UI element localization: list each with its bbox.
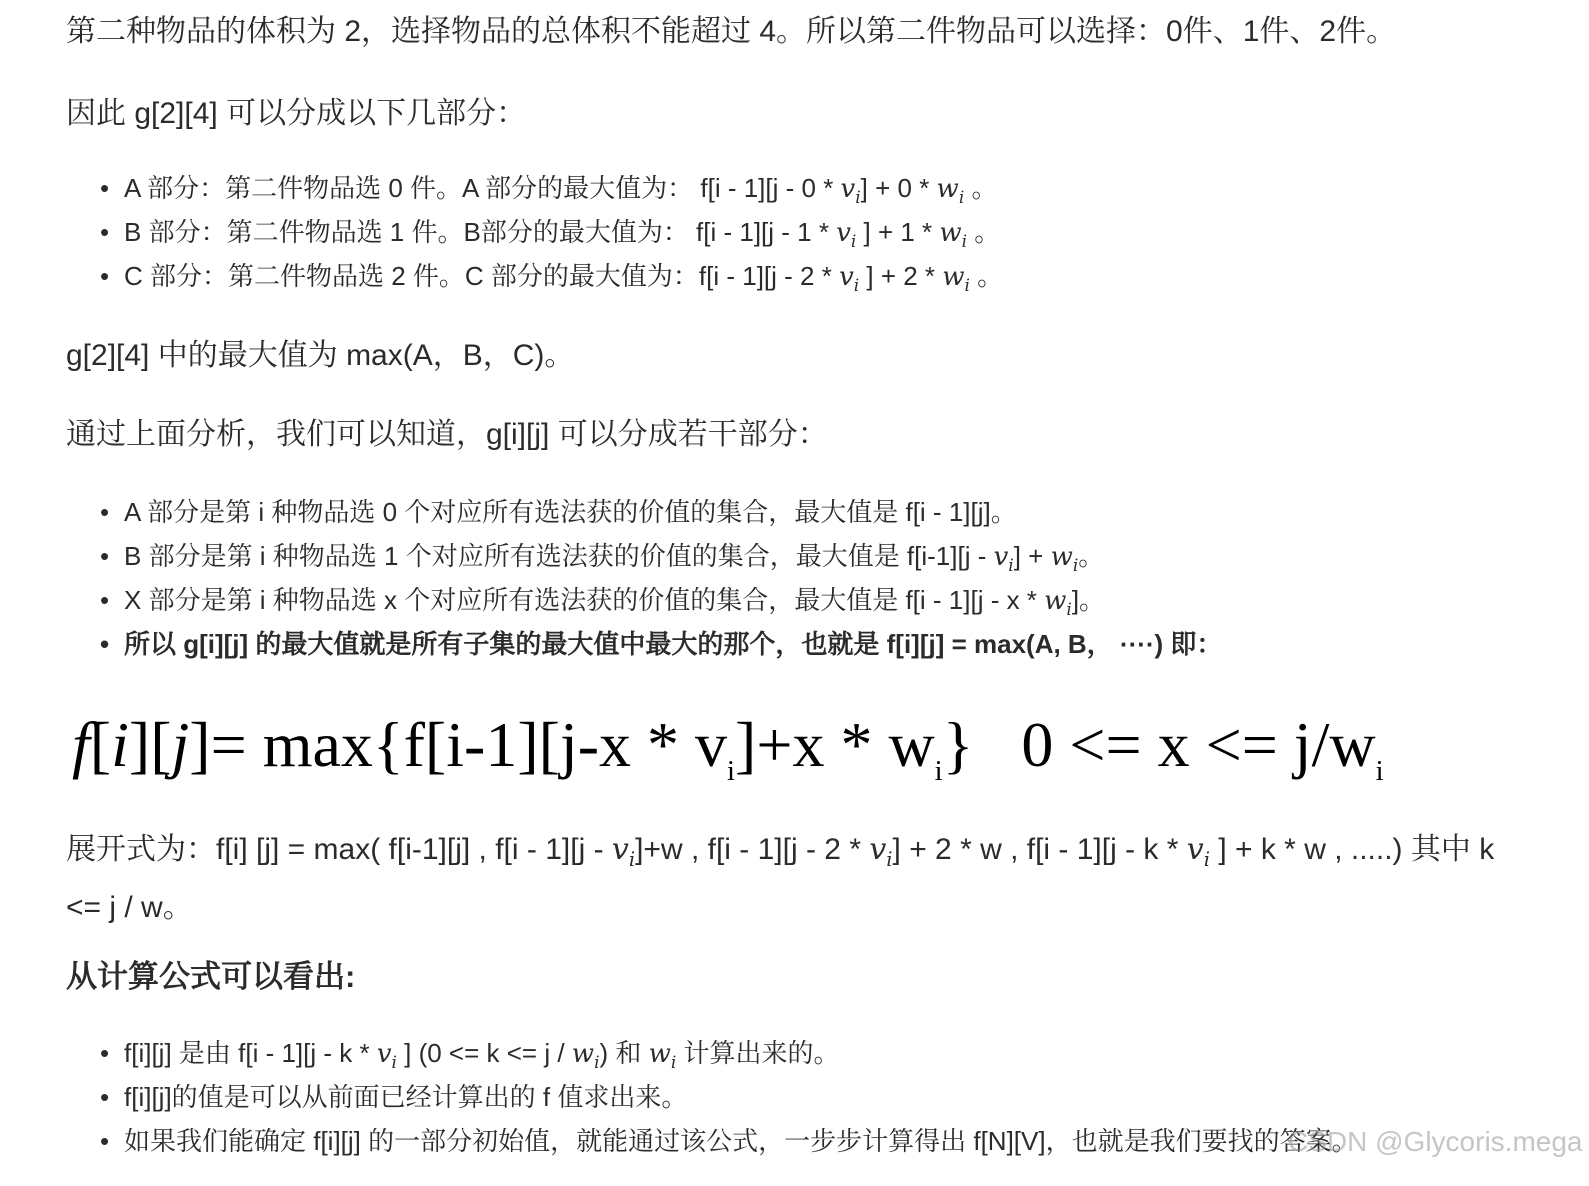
list-item: • B 部分：第二件物品选 1 件。B部分的最大值为： $f[i - 1][j - 1 * v_i$ ] + $1 * w_i$ 。 bbox=[100, 210, 1003, 254]
list-item: • A 部分是第 i 种物品选 0 个对应所有选法获的价值的集合，最大值是 f[i - 1][j]。 bbox=[100, 490, 1222, 534]
list-item: • X 部分是第 i 种物品选 x 个对应所有选法获的价值的集合，最大值是 f[i - 1][j - x * $w_i$]。 bbox=[100, 578, 1222, 622]
list-observations bbox=[100, 1031, 1358, 1163]
watermark: CSDN @Glycoris.mega bbox=[1288, 1126, 1583, 1157]
recurrence-formula: $f[i][j]= \max\{f[i-1][j-x * v_i]+x * w_i\}$ $0 <= x <= j/w_i$ bbox=[72, 709, 1384, 787]
section-heading: 从计算公式可以看出: bbox=[66, 959, 356, 994]
paragraph-g24-max: g[2][4] 中的最大值为 max(A，B，C)。 bbox=[66, 339, 575, 372]
list-item: • 如果我们能确定 f[i][j] 的一部分初始值，就能通过该公式，一步步计算得出 f[N][V]，也就是我们要找的答案。 bbox=[100, 1119, 1358, 1163]
list-item-conclusion: • 所以 g[i][j] 的最大值就是所有子集的最大值中最大的那个，也就是 f[i][j] = max(A, B， ····) 即： bbox=[100, 622, 1222, 666]
list-gij-parts bbox=[100, 490, 1222, 666]
list-item: • f[i][j] 是由 f[i - 1][j - k * $v_i$ ] $(0 <= k <= j / w_i)$ 和 $w_i$ 计算出来的。 bbox=[100, 1031, 1358, 1075]
expansion-text: 展开式为：f[i] [j] = max( f[i-1][j] , $f[i - 1][j - v_i]+w$ , $f[i - 1][j - 2 * v_i] + 2 * w$ , f[i - 1][j - k * $v_i$ ] + k * w , .....) 其中 k <= j / w。 bbox=[66, 832, 1495, 924]
list-item: • C 部分：第二件物品选 2 件。C 部分的最大值为：$f[i - 1][j - 2 * v_i$ ] + $2 * w_i$ 。 bbox=[100, 254, 1003, 298]
list-item: • A 部分：第二件物品选 0 件。A 部分的最大值为： $f[i - 1][j - 0 * v_i] + 0 * w_i$ 。 bbox=[100, 166, 1003, 210]
list-g24-parts bbox=[100, 166, 1003, 298]
paragraph-volume: 第二种物品的体积为 2，选择物品的总体积不能超过 4。所以第二件物品可以选择：0件、1件、2件。 bbox=[66, 15, 1397, 48]
list-item: • B 部分是第 i 种物品选 1 个对应所有选法获的价值的集合，最大值是 $f[i-1][j - v_i] + w_i$。 bbox=[100, 534, 1222, 578]
list-item: • f[i][j]的值是可以从前面已经计算出的 f 值求出来。 bbox=[100, 1075, 1358, 1119]
paragraph-g24-parts: 因此 g[2][4] 可以分成以下几部分： bbox=[66, 97, 527, 130]
paragraph-analysis: 通过上面分析，我们可以知道，g[i][j] 可以分成若干部分： bbox=[66, 418, 828, 451]
